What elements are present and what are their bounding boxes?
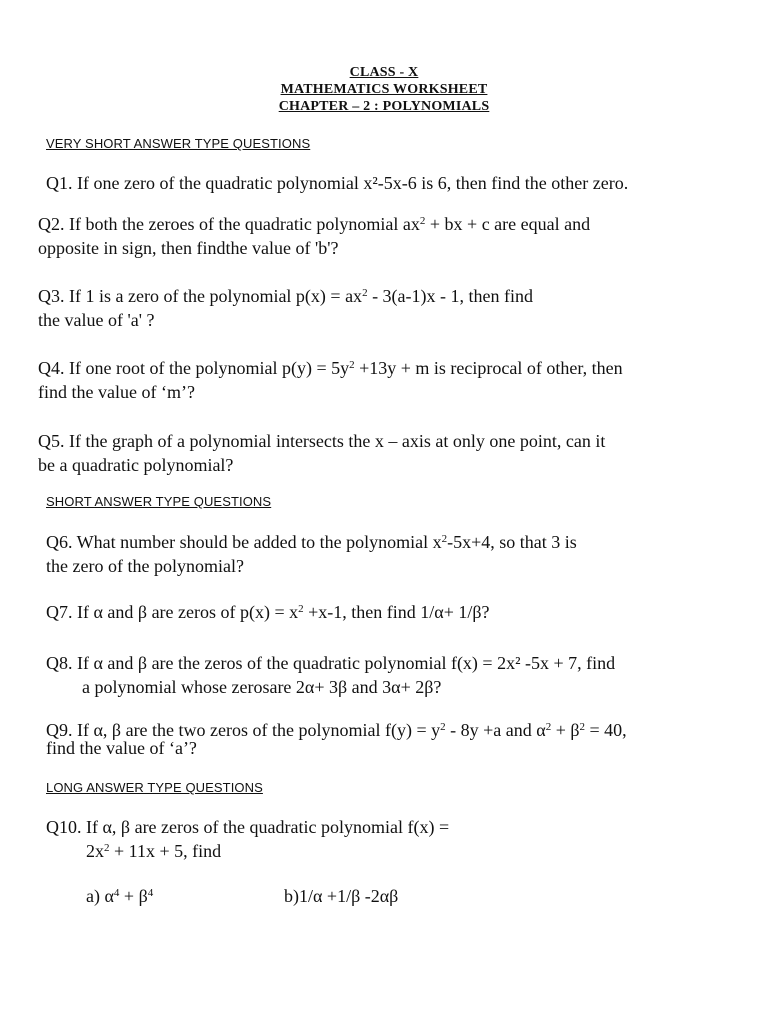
question-8-line-2: a polynomial whose zerosare 2α+ 3β and 3α+ 2β? [82, 677, 442, 697]
question-7-sup: 2 [298, 603, 304, 615]
question-9-sup-3: 2 [579, 721, 586, 733]
option-a-sup-2: 4 [147, 887, 154, 899]
question-10-option-b [284, 884, 398, 908]
question-2-text-a: Q2. If both the zeroes of the quadratic polynomial ax [38, 214, 420, 234]
question-7-text-a: Q7. If α and β are zeros of p(x) = x [46, 602, 299, 622]
question-10-text-a: 2x [86, 841, 104, 861]
option-a-text-a: a) α [86, 886, 114, 906]
option-a-sup-1: 4 [113, 887, 120, 899]
question-4-line-1 [38, 356, 623, 380]
question-3-text-b: - 3(a-1)x - 1, then find [367, 286, 534, 306]
question-6-sup: 2 [441, 533, 448, 545]
question-9 [46, 718, 627, 760]
question-9-sup-2: 2 [545, 721, 552, 733]
question-10-option-a [86, 884, 153, 908]
question-9-text-d: = 40, [585, 720, 627, 740]
question-2-line-2: opposite in sign, then findthe value of 'b'? [38, 238, 339, 258]
question-3-text-a: Q3. If 1 is a zero of the polynomial p(x) = ax [38, 286, 363, 306]
question-5 [38, 429, 605, 477]
section-very-short: VERY SHORT ANSWER TYPE QUESTIONS [46, 136, 311, 151]
question-9-text-a: Q9. If α, β are the two zeros of the polynomial f(y) = y [46, 720, 441, 740]
question-9-line-2: find the value of ‘a’? [46, 738, 197, 758]
question-4-text-b: +13y + m is reciprocal of other, then [354, 358, 623, 378]
section-long: LONG ANSWER TYPE QUESTIONS [46, 780, 263, 795]
worksheet-title: MATHEMATICS WORKSHEET [280, 82, 488, 97]
question-10-text-b: + 11x + 5, find [109, 841, 222, 861]
question-4 [38, 356, 623, 404]
question-6 [46, 530, 577, 578]
worksheet-header [0, 64, 768, 115]
question-9-text-c: + β [551, 720, 580, 740]
question-6-text-b: -5x+4, so that 3 is [447, 532, 577, 552]
question-10-sup: 2 [104, 842, 110, 854]
question-9-sup-1: 2 [440, 721, 446, 733]
question-4-sup: 2 [349, 359, 355, 371]
question-4-line-2: find the value of ‘m’? [38, 382, 195, 402]
question-1-text: Q1. If one zero of the quadratic polynomial x²-5x-6 is 6, then find the other zero. [46, 173, 629, 193]
question-2-text-b: + bx + c are equal and [425, 214, 591, 234]
class-heading: CLASS - X [349, 65, 419, 80]
question-5-line-2: be a quadratic polynomial? [38, 455, 234, 475]
question-6-line-2: the zero of the polynomial? [46, 556, 244, 576]
question-4-text-a: Q4. If one root of the polynomial p(y) = 5y [38, 358, 350, 378]
question-2-line-1 [38, 212, 590, 236]
question-3 [38, 284, 533, 332]
question-6-text-a: Q6. What number should be added to the polynomial x [46, 532, 442, 552]
option-b-text: b)1/α +1/β -2αβ [284, 886, 399, 906]
question-10-line-1: Q10. If α, β are zeros of the quadratic polynomial f(x) = [46, 817, 450, 837]
question-1 [46, 171, 628, 195]
section-short: SHORT ANSWER TYPE QUESTIONS [46, 494, 272, 509]
question-6-line-1 [46, 530, 577, 554]
question-9-text-b: - 8y +a and α [445, 720, 546, 740]
question-7-text-b: +x-1, then find 1/α+ 1/β? [303, 602, 490, 622]
question-8-line-1: Q8. If α and β are the zeros of the quadratic polynomial f(x) = 2x² -5x + 7, find [46, 653, 616, 673]
question-3-line-2: the value of 'a' ? [38, 310, 155, 330]
question-2-sup: 2 [419, 215, 426, 227]
question-5-line-1: Q5. If the graph of a polynomial intersects the x – axis at only one point, can it [38, 431, 606, 451]
question-10-line-2 [46, 839, 449, 863]
question-3-sup: 2 [362, 287, 368, 299]
question-8 [46, 651, 615, 699]
option-a-text-b: + β [119, 886, 148, 906]
question-2 [38, 212, 590, 260]
question-3-line-1 [38, 284, 533, 308]
question-7 [46, 600, 490, 624]
chapter-heading: CHAPTER – 2 : POLYNOMIALS [278, 99, 490, 114]
question-10 [46, 815, 449, 863]
